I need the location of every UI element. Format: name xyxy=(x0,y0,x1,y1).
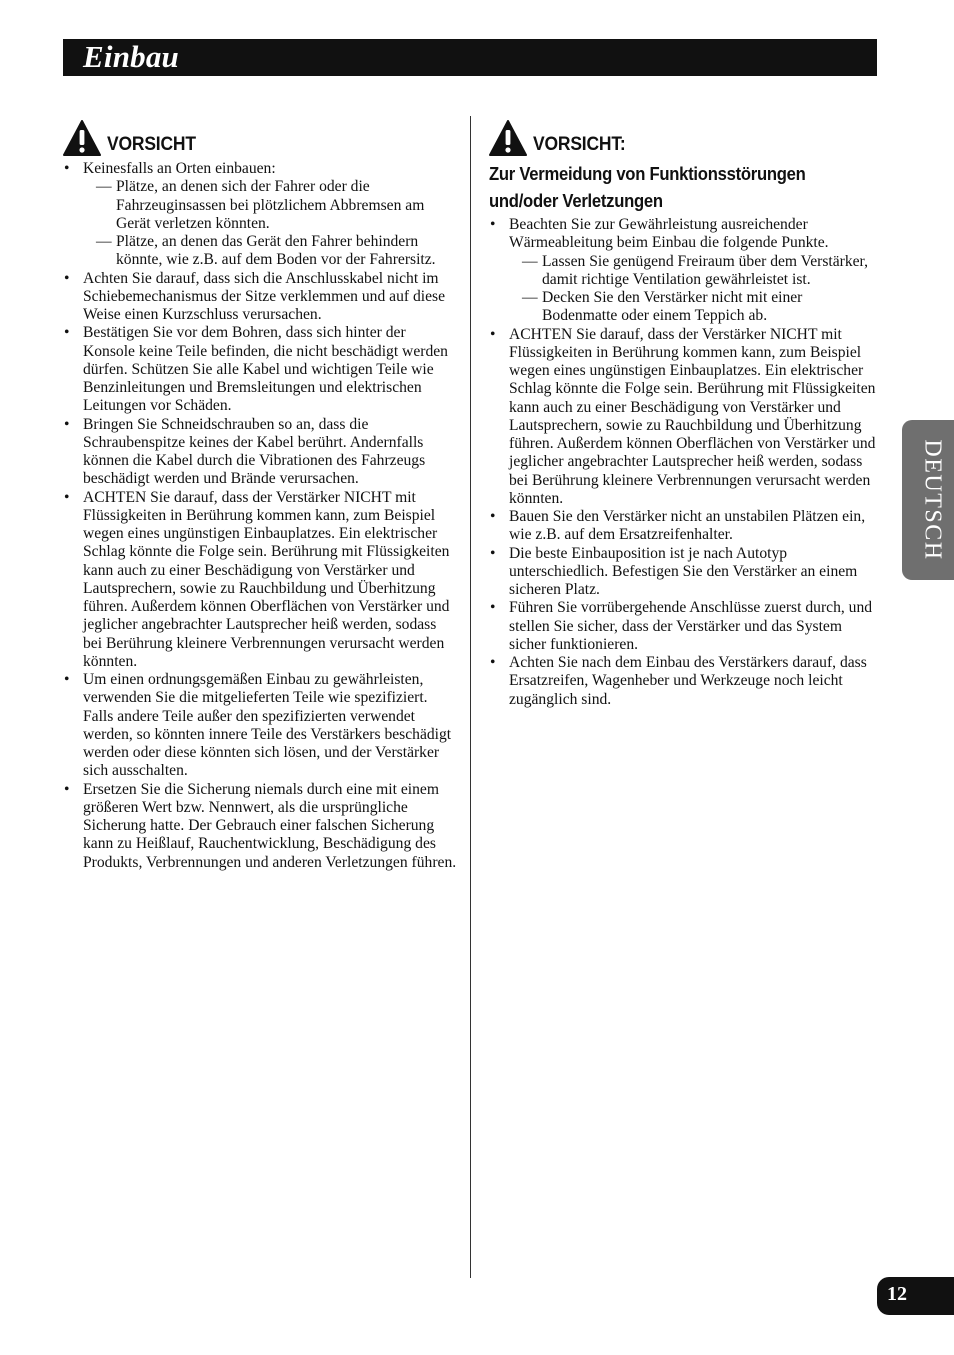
left-column xyxy=(63,118,458,872)
sub-list-item: — Decken Sie den Verstärker nicht mit einer Bodenmatte oder einem Teppich ab. xyxy=(522,289,879,326)
caution-subheading: Zur Vermeidung von Funktionsstörungen und/oder Verletzungen xyxy=(489,163,806,211)
list-item: • Achten Sie darauf, dass sich die Anschlusskabel nicht im Schiebemechanismus der Sitze verklemmen und auf diese Weise einen Kurzschluss verursachen. xyxy=(63,270,458,325)
caution-list-left xyxy=(63,160,458,872)
list-item: • Führen Sie vorrübergehende Anschlüsse zuerst durch, und stellen Sie sicher, dass der Verstärker und das System sicher funktionieren. xyxy=(489,599,879,654)
sub-list-item: — Plätze, an denen sich der Fahrer oder die Fahrzeuginsassen bei plötzlichem Abbremsen am Gerät verletzen könnten. xyxy=(96,178,458,233)
caution-heading-right xyxy=(489,118,879,156)
caution-heading-left xyxy=(63,118,458,156)
sub-list-item: — Lassen Sie genügend Freiraum über dem Verstärker, damit richtige Ventilation gewährleistet ist. xyxy=(522,253,879,290)
list-item: • ACHTEN Sie darauf, dass der Verstärker NICHT mit Flüssigkeiten in Berührung kommen kann, zum Beispiel wegen eines ungünstigen Einbauplatzes. Ein elektrischer Schlag könnte die Folge sein. Berührung mit Flüssigkeiten kann auch zu einer Beschädigung von Verstärker und Lautsprechern, sowie zu Rauchbildung und Überhitzung führen. Außerdem können Oberflächen von Verstärker und jeglicher angebrachter Lautsprecher heiß werden, sodass bei Berührung kleinere Verbrennungen verursacht werden könnten. xyxy=(63,489,458,672)
warning-triangle-icon xyxy=(489,120,527,156)
column-divider xyxy=(470,116,471,1278)
sub-list-item: — Plätze, an denen das Gerät den Fahrer behindern könnte, wie z.B. auf dem Boden vor der Fahrersitz. xyxy=(96,233,458,270)
list-item: • Bauen Sie den Verstärker nicht an unstabilen Plätzen ein, wie z.B. auf dem Ersatzreifenhalter. xyxy=(489,508,879,545)
list-item: • Achten Sie nach dem Einbau des Verstärkers darauf, dass Ersatzreifen, Wagenheber und Werkzeuge noch leicht zugänglich sind. xyxy=(489,654,879,709)
list-item: • Keinesfalls an Orten einbauen: — Plätze, an denen sich der Fahrer oder die Fahrzeuginsassen bei plötzlichem Abbremsen am Gerät verletzen könnten. — Plätze, an denen das Gerät den Fahrer behindern könnte, wie z.B. auf dem Boden vor der Fahrersitz. xyxy=(63,160,458,270)
language-tab xyxy=(902,420,954,580)
title-bar xyxy=(63,39,877,76)
caution-list-right xyxy=(489,216,879,709)
list-item: • Bestätigen Sie vor dem Bohren, dass sich hinter der Konsole keine Teile befinden, die nicht beschädigt werden dürfen. Schützen Sie alle Kabel und wichtigen Teile wie Benzinleitungen und Bremsleitungen und elektrischen Leitungen vor Schäden. xyxy=(63,324,458,415)
caution-heading-text: VORSICHT: xyxy=(533,134,626,155)
list-item: • Um einen ordnungsgemäßen Einbau zu gewährleisten, verwenden Sie die mitgelieferten Teile wie spezifiziert. Falls andere Teile außer den spezifizierten verwendet werden, so könnten innere Teile des Verstärkers beschädigt werden oder diese könnten sich lösen, und der Verstärker sich ausschalten. xyxy=(63,671,458,781)
list-item: • Beachten Sie zur Gewährleistung ausreichender Wärmeableitung beim Einbau die folgende Punkte. — Lassen Sie genügend Freiraum über dem Verstärker, damit richtige Ventilation gewährleistet ist. — Decken Sie den Verstärker nicht mit einer Bodenmatte oder einem Teppich ab. xyxy=(489,216,879,326)
page-number: 12 xyxy=(887,1283,907,1305)
page-number-badge xyxy=(877,1277,954,1315)
right-column xyxy=(489,118,879,709)
list-item: • Bringen Sie Schneidschrauben so an, dass die Schraubenspitze keines der Kabel berührt. Andernfalls können die Kabel durch die Vibrationen des Fahrzeugs beschädigt werden und Brände verursachen. xyxy=(63,416,458,489)
list-item: • Die beste Einbauposition ist je nach Autotyp unterschiedlich. Befestigen Sie den Verstärker an einem sicheren Platz. xyxy=(489,545,879,600)
warning-triangle-icon xyxy=(63,120,101,156)
language-tab-label: DEUTSCH xyxy=(919,439,946,561)
page-title: Einbau xyxy=(83,39,179,74)
list-item: • Ersetzen Sie die Sicherung niemals durch eine mit einem größeren Wert bzw. Nennwert, als die ursprüngliche Sicherung hatte. Der Gebrauch einer falschen Sicherung kann zu Heißlauf, Rauchentwicklung, Beschädigung des Produkts, Verbrennungen und anderen Verletzungen führen. xyxy=(63,781,458,872)
list-item: • ACHTEN Sie darauf, dass der Verstärker NICHT mit Flüssigkeiten in Berührung kommen kann, zum Beispiel wegen eines ungünstigen Einbauplatzes. Ein elektrischer Schlag könnte die Folge sein. Berührung mit Flüssigkeiten kann auch zu einer Beschädigung von Verstärker und Lautsprechern, sowie zu Rauchbildung und Überhitzung führen. Außerdem können Oberflächen von Verstärker und jeglicher angebrachter Lautsprecher heiß werden, sodass bei Berührung kleinere Verbrennungen verursacht werden könnten. xyxy=(489,326,879,509)
caution-heading-text: VORSICHT xyxy=(107,134,196,155)
